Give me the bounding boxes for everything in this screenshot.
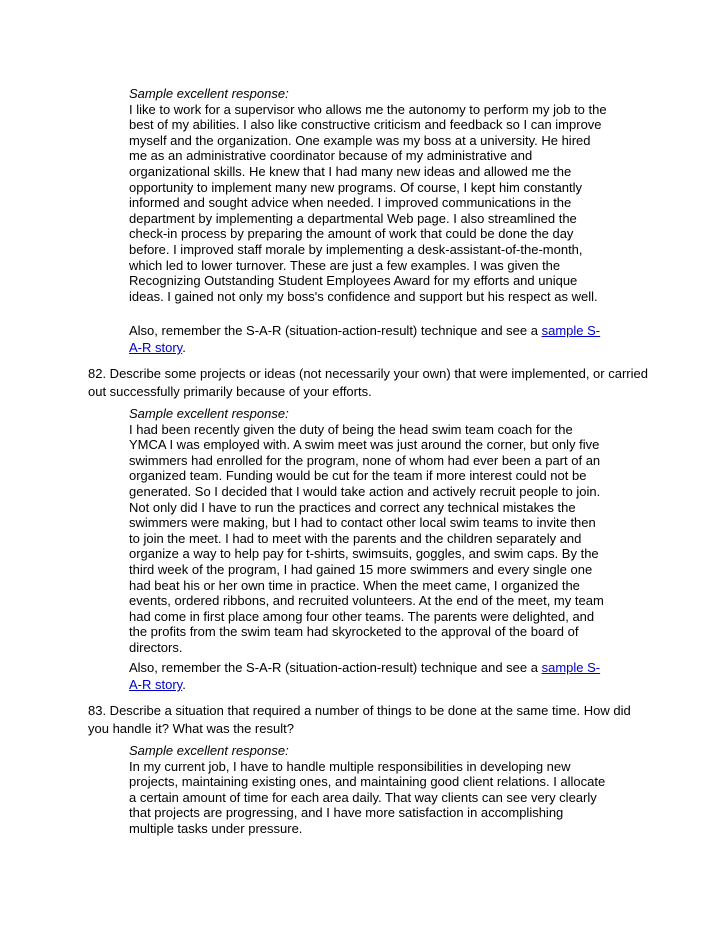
sar-note-82 — [129, 659, 609, 693]
sar-note-text: Also, remember the S-A-R (situation-action-result) technique and see a — [129, 323, 542, 338]
sample-response-label: Sample excellent response: — [129, 86, 289, 101]
sample-response-text: I like to work for a supervisor who allows me the autonomy to perform my job to the best of my abilities. I also like constructive criticism and feedback so I can improve myself and the organization. One example was my boss at a university. He hired me as an administrative coordinator because of my administrative and organizational skills. He knew that I had many new ideas and allowed me the opportunity to implement many new programs. Of course, I kept him constantly informed and sought advice when needed. I improved communications in the department by implementing a departmental Web page. I also streamlined the check-in process by preparing the amount of work that could be done the day before. I improved staff morale by implementing a desk-assistant-of-the-month, which led to lower turnover. These are just a few examples. I was given the Recognizing Outstanding Student Employees Award for my efforts and unique ideas. I gained not only my boss's confidence and support but his respect as well. — [129, 101, 607, 304]
sample-response-text: In my current job, I have to handle multiple responsibilities in developing new projects, maintaining existing ones, and maintaining good client relations. I allocate a certain amount of time for each area daily. That way clients can see very clearly that projects are progressing, and I have more satisfaction in accomplishing multiple tasks under pressure. — [129, 758, 606, 836]
sar-note-suffix: . — [182, 677, 186, 692]
sample-response-1 — [129, 86, 609, 304]
sample-response-83 — [129, 743, 609, 837]
sample-response-82 — [129, 406, 609, 656]
sample-sar-story-link[interactable]: sample S-A-R story — [129, 660, 601, 692]
sample-response-label: Sample excellent response: — [129, 406, 289, 421]
sar-note-1 — [129, 322, 609, 356]
sar-note-suffix: . — [182, 340, 186, 355]
sample-sar-story-link[interactable]: sample S-A-R story — [129, 323, 601, 355]
sample-response-label: Sample excellent response: — [129, 743, 289, 758]
sample-response-text: I had been recently given the duty of being the head swim team coach for the YMCA I was employed with. A swim meet was just around the corner, but only five swimmers had enrolled for the program, none of whom had ever been a part of an organized team. Funding would be cut for the team if more interest could not be generated. So I decided that I would take action and actively recruit people to join. Not only did I have to run the practices and correct any technical mistakes the swimmers were making, but I had to contact other local swim teams to invite then to join the meet. I had to meet with the parents and the children separately and organize a way to help pay for t-shirts, swimsuits, goggles, and swim caps. By the third week of the program, I had gained 15 more swimmers and every single one had beat his or her own time in practice. When the meet came, I organized the events, ordered ribbons, and recruited volunteers. At the end of the meet, my team had come in first place among four other teams. The parents were delighted, and the profits from the swim team had skyrocketed to the approval of the board of directors. — [129, 421, 604, 655]
question-83: 83. Describe a situation that required a number of things to be done at the same time. How did you handle it? What was the result? — [88, 703, 631, 736]
question-82: 82. Describe some projects or ideas (not necessarily your own) that were implemented, or carried out successfully primarily because of your efforts. — [88, 366, 648, 399]
sar-note-text: Also, remember the S-A-R (situation-action-result) technique and see a — [129, 660, 542, 675]
